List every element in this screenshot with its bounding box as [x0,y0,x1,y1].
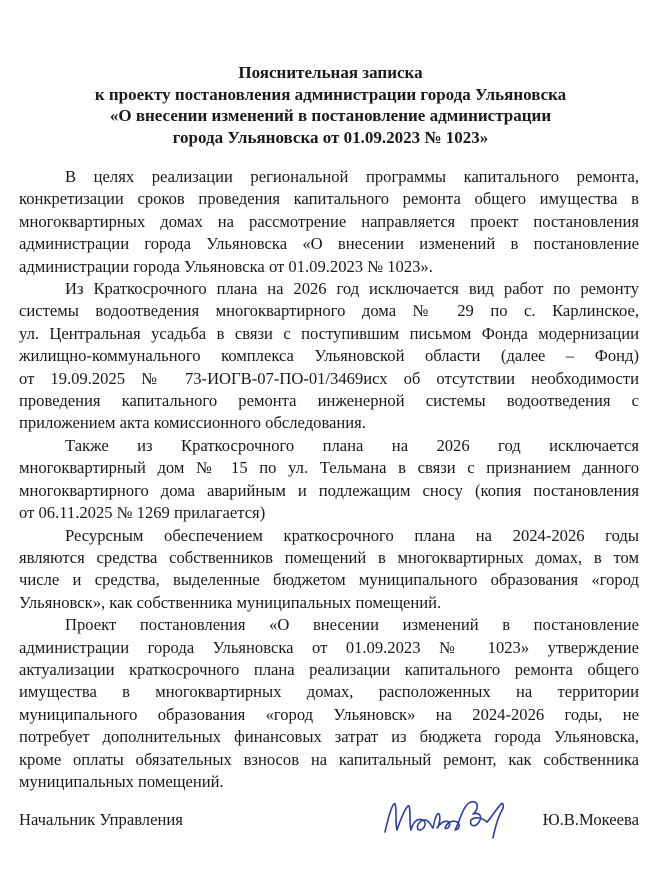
paragraph-line: актуализации краткосрочного плана реализации капитального ремонта общего [19,659,639,679]
paragraph-line: системы водоотведения многоквартирного дома № 29 по с. Карлинское, [19,301,639,321]
paragraph-line: являются средства собственников помещений в многоквартирных домах, в том [19,547,639,567]
paragraph-line: приложением акта комиссионного обследования. [19,413,366,433]
paragraph-line: жилищно-коммунального комплекса Ульяновской области (далее – Фонд) [19,346,639,366]
paragraph-line: муниципального образования «город Ульяновск» на 2024-2026 годы, не [19,704,639,724]
signature-block [19,804,639,834]
paragraph-line: многоквартирных домах на рассмотрение направляется проект постановления [19,211,639,231]
paragraph [19,278,639,435]
paragraph-line: потребует дополнительных финансовых затрат из бюджета города Ульяновска, [19,727,639,747]
paragraph-line: имущества в многоквартирных домах, расположенных на территории [19,682,639,702]
paragraph [19,614,639,793]
paragraph [19,435,639,525]
paragraph [19,166,639,278]
paragraph [19,525,639,615]
title-line: к проекту постановления администрации города Ульяновска [94,84,567,104]
paragraph-line: многоквартирного дома аварийным и подлежащим сносу (копия постановления [19,480,639,500]
document-body [19,166,639,793]
paragraph-line: В целях реализации региональной программы капитального ремонта, [65,167,639,186]
paragraph-line: числе и средства, выделенные бюджетом муниципального образования «город [19,570,639,590]
paragraph-line: Ресурсным обеспечением краткосрочного плана на 2024-2026 годы [65,525,639,545]
paragraph-line: ул. Центральная усадьба в связи с поступившим письмом Фонда модернизации [19,323,639,343]
paragraph-line: Также из Краткосрочного плана на 2026 год исключается [65,435,639,455]
paragraph-line: проведения капитального ремонта инженерной системы водоотведения с [19,391,639,411]
paragraph-line: администрации города Ульяновска «О внесении изменений в постановление [19,234,639,254]
signer-position: Начальник Управления [19,810,183,829]
paragraph-line: администрации города Ульяновска от 01.09.2023 № 1023» утверждение [19,637,639,657]
signer-name: Ю.В.Мокеева [542,810,639,829]
paragraph-line: Ульяновск», как собственника муниципальных помещений. [19,592,442,612]
paragraph-line: от 19.09.2025 № 73-ИОГВ-07-ПО-01/3469исх об отсутствии необходимости [19,368,639,388]
title-line: Пояснительная записка [238,63,423,82]
paragraph-line: Из Краткосрочного плана на 2026 год исключается вид работ по ремонту [65,279,639,299]
paragraph-line: конкретизации сроков проведения капитального ремонта общего имущества в [19,189,639,209]
title-line: «О внесении изменений в постановление администрации [109,106,552,125]
document-title [60,62,601,148]
paragraph-line: администрации города Ульяновска от 01.09.2023 № 1023». [19,256,433,276]
handwritten-signature [379,794,519,844]
paragraph-line: от 06.11.2025 № 1269 прилагается) [19,503,266,523]
paragraph-line: многоквартирный дом № 15 по ул. Тельмана в связи с признанием данного [19,458,639,478]
paragraph-line: муниципальных помещений. [19,771,224,791]
title-line: города Ульяновска от 01.09.2023 № 1023» [172,127,489,147]
paragraph-line: Проект постановления «О внесении изменений в постановление [65,615,639,635]
signature-caption [19,804,20,805]
paragraph-line: кроме оплаты обязательных взносов на капитальный ремонт, как собственника [19,749,639,769]
